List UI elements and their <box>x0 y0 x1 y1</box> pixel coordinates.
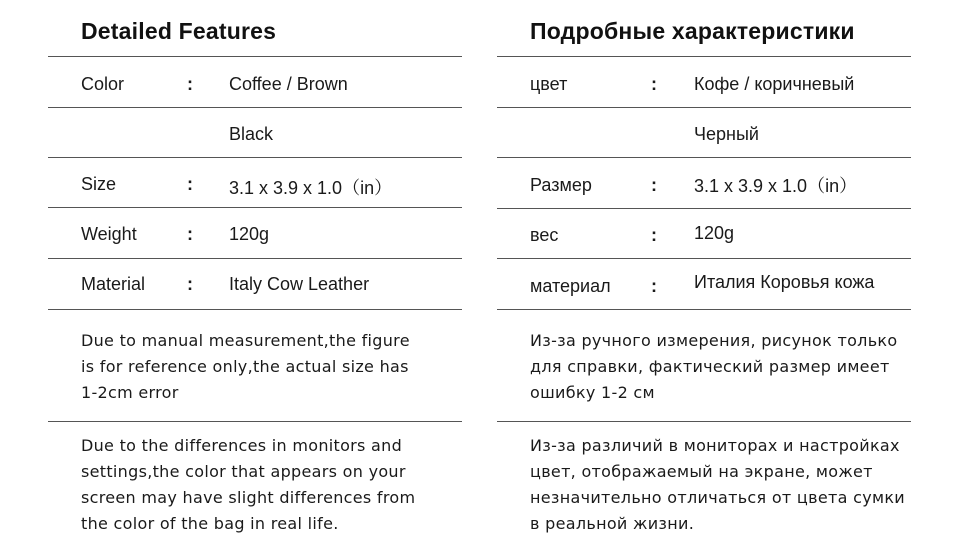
note-line: Due to manual measurement,the figure <box>81 331 410 350</box>
row-colon: : <box>187 224 193 244</box>
row-colon: : <box>651 276 657 296</box>
row-value-color: Coffee / Brown <box>229 74 348 94</box>
row-colon: : <box>651 74 657 94</box>
divider <box>497 107 911 108</box>
row-label-color: цвет <box>530 74 568 94</box>
row-label-material: материал <box>530 276 611 296</box>
row-label-material: Material <box>81 274 146 294</box>
row-value-color-alt: Черный <box>694 124 759 144</box>
row-value-size: 3.1 x 3.9 x 1.0（in） <box>694 176 858 196</box>
divider <box>48 421 462 422</box>
note-line: Due to the differences in monitors and <box>81 436 403 455</box>
divider <box>48 207 462 208</box>
row-label-size: Size <box>81 174 117 194</box>
note-line: 1-2cm error <box>81 383 179 402</box>
divider <box>48 157 462 158</box>
row-label-weight: Weight <box>81 224 137 244</box>
row-value-material: Italy Cow Leather <box>229 274 370 294</box>
row-colon: : <box>651 225 657 245</box>
color-note <box>81 433 451 537</box>
divider <box>497 56 911 57</box>
row-value-weight: 120g <box>229 224 270 244</box>
note-line: screen may have slight differences from <box>81 488 416 507</box>
section-title: Detailed Features <box>81 18 277 44</box>
measurement-note <box>530 328 910 406</box>
note-line: is for reference only,the actual size has <box>81 357 409 376</box>
divider <box>48 56 462 57</box>
row-colon: : <box>651 175 657 195</box>
color-note <box>530 433 910 537</box>
row-value-color: Кофе / коричневый <box>694 74 855 94</box>
row-value-color-alt: Black <box>229 124 274 144</box>
note-line: the color of the bag in real life. <box>81 514 339 533</box>
note-line: незначительно отличаться от цвета сумки <box>530 488 906 507</box>
note-line: для справки, фактический размер имеет <box>530 357 890 376</box>
measurement-note <box>81 328 451 406</box>
note-line: settings,the color that appears on your <box>81 462 406 481</box>
divider <box>497 258 911 259</box>
section-title: Подробные характеристики <box>530 18 855 44</box>
note-line: ошибку 1-2 см <box>530 383 655 402</box>
note-line: Из-за различий в мониторах и настройках <box>530 436 900 455</box>
row-value-material: Италия Коровья кожа <box>694 272 875 292</box>
row-value-weight: 120g <box>694 223 735 243</box>
divider <box>48 309 462 310</box>
note-line: цвет, отображаемый на экране, может <box>530 462 873 481</box>
divider <box>497 421 911 422</box>
row-colon: : <box>187 74 193 94</box>
note-line: в реальной жизни. <box>530 514 695 533</box>
divider <box>48 258 462 259</box>
row-colon: : <box>187 274 193 294</box>
row-value-size: 3.1 x 3.9 x 1.0（in） <box>229 178 393 198</box>
note-line: Из-за ручного измерения, рисунок только <box>530 331 898 350</box>
row-label-color: Color <box>81 74 125 94</box>
row-label-size: Размер <box>530 175 592 195</box>
row-colon: : <box>187 174 193 194</box>
divider <box>497 157 911 158</box>
divider <box>497 208 911 209</box>
divider <box>497 309 911 310</box>
row-label-weight: вес <box>530 225 559 245</box>
divider <box>48 107 462 108</box>
